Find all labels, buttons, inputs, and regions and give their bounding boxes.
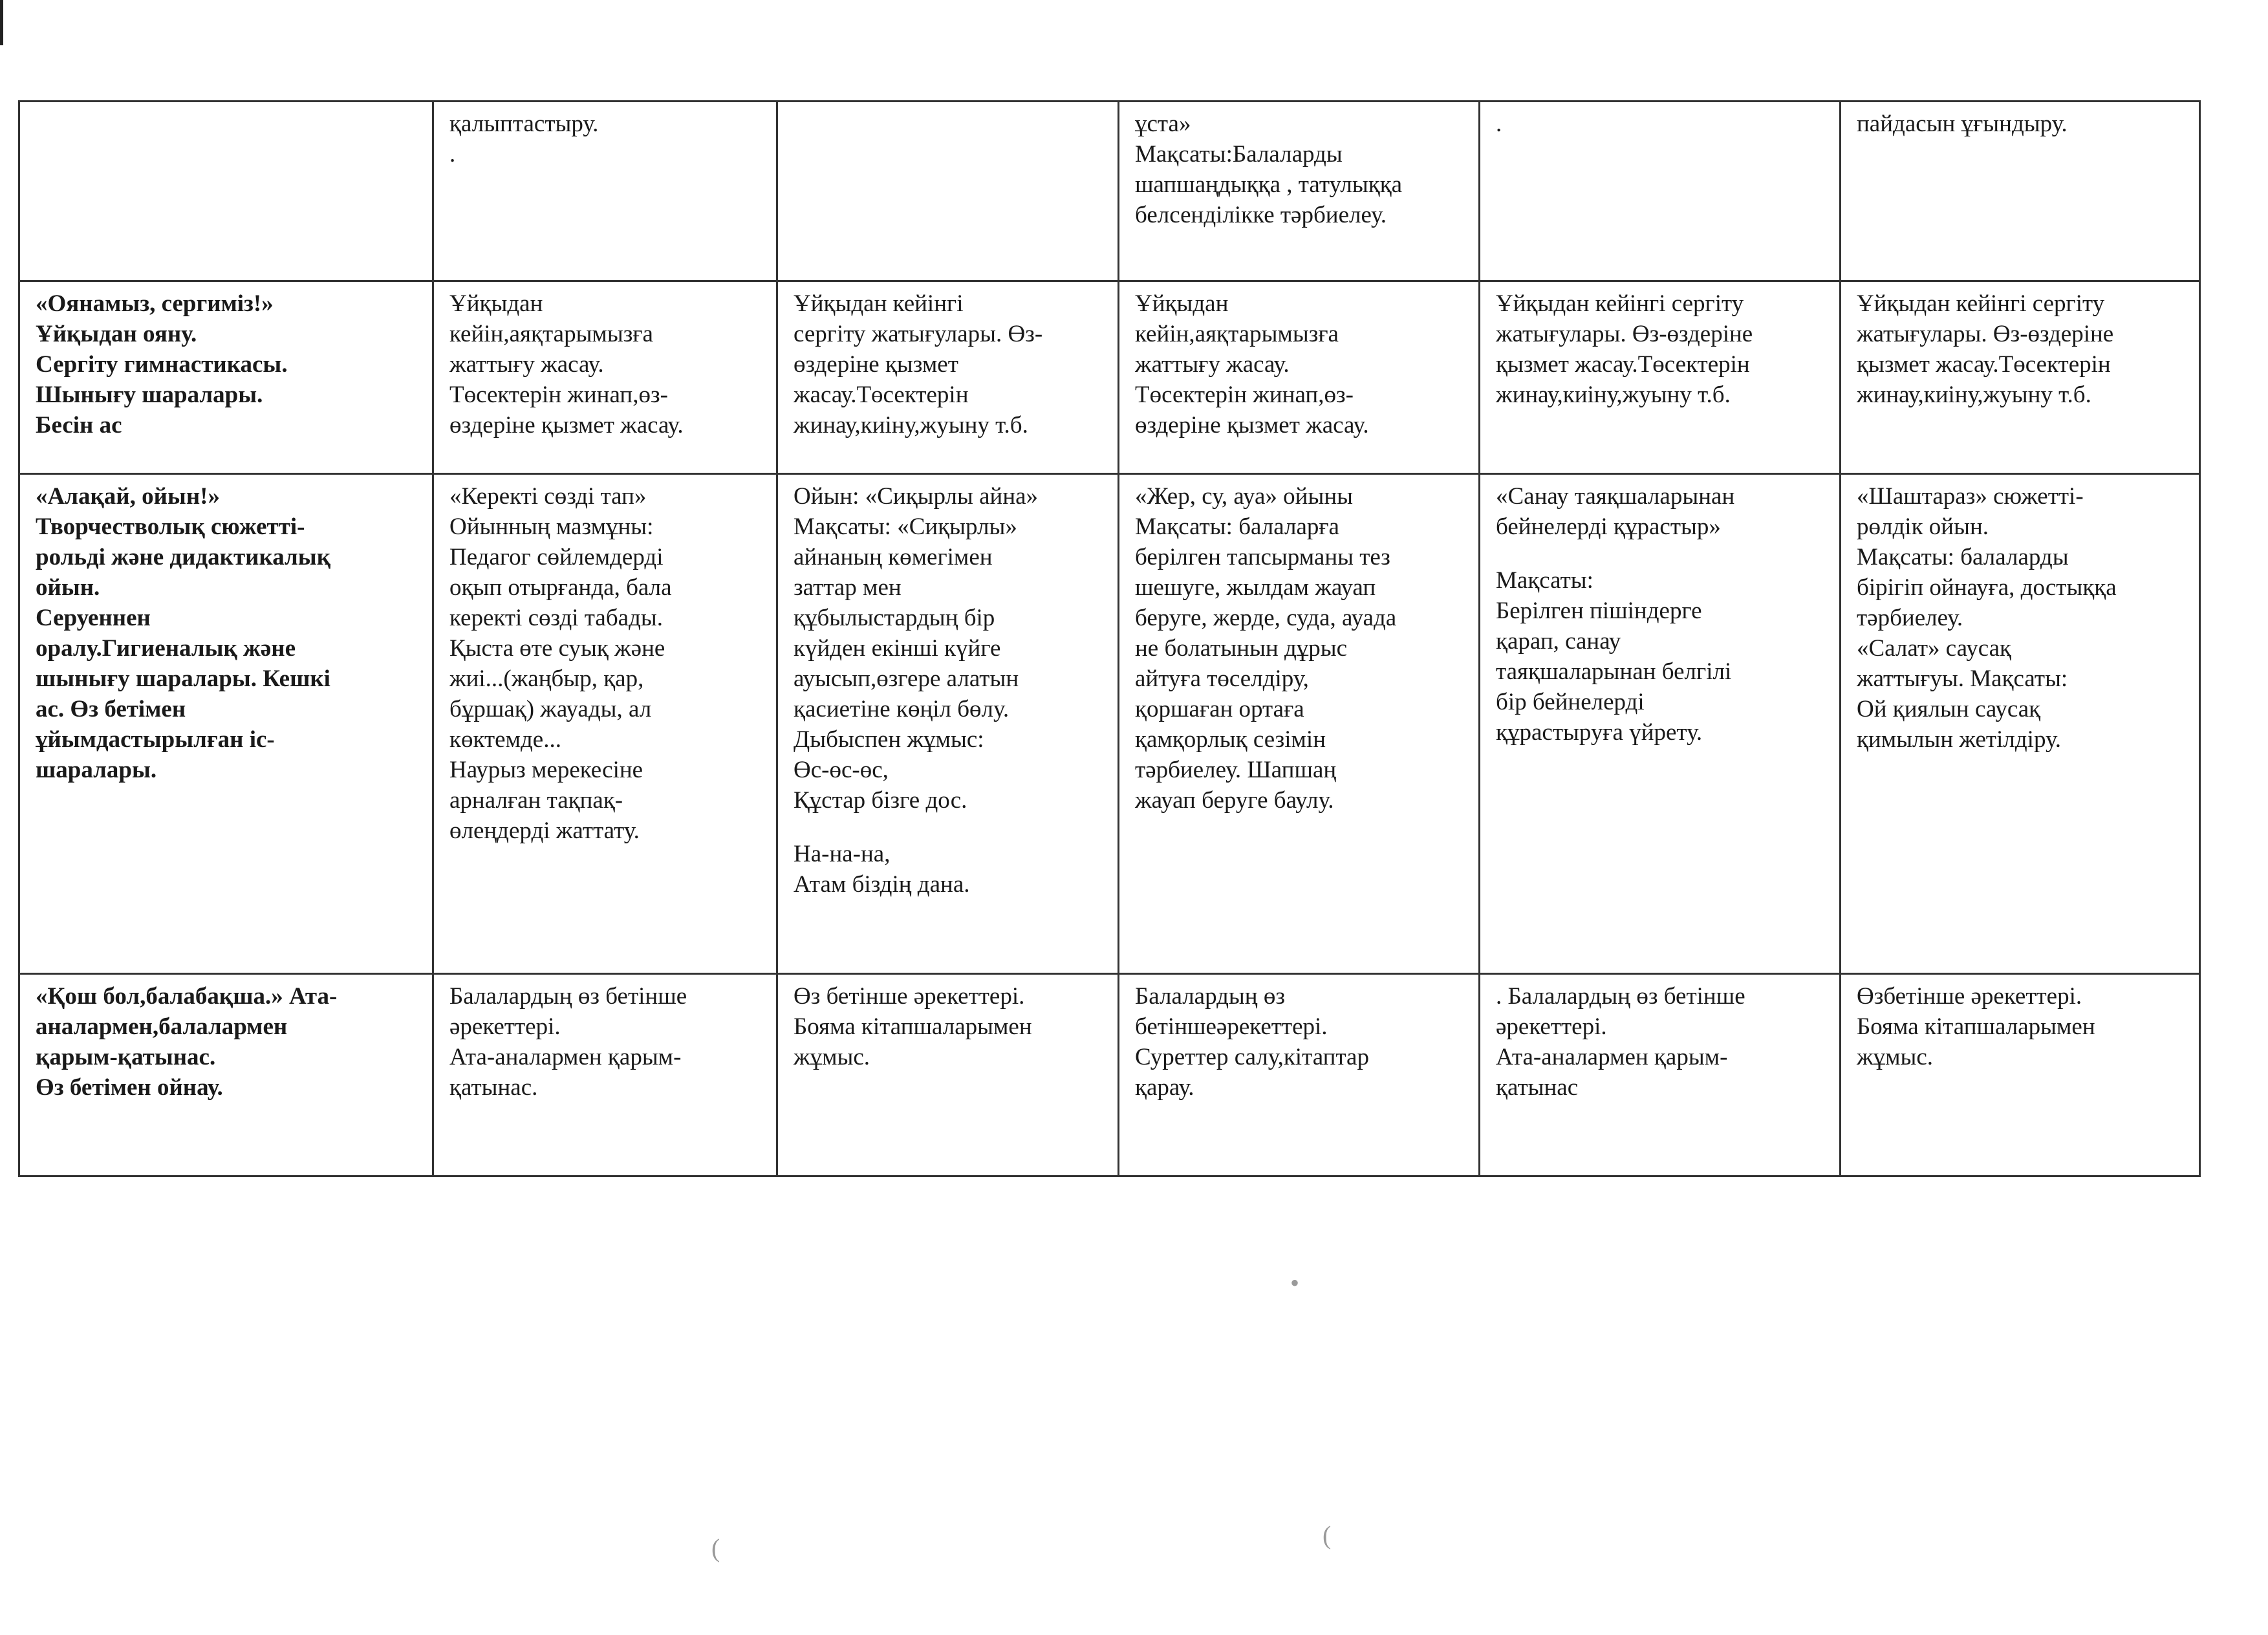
cell-text-line: Ұйқыдан ояну. [36, 321, 197, 347]
cell-text-line: жаттығуы. Мақсаты: [1857, 666, 2068, 692]
plan-table-body [19, 102, 2200, 1176]
cell-text-line: беруге, жерде, суда, ауада [1135, 605, 1397, 631]
cell-text-line: ауысып,өзгере алатын [794, 666, 1019, 692]
cell-text-line: күйден екінші күйге [794, 635, 1001, 662]
activity-label-cell [19, 974, 433, 1176]
cell-text-line: Мақсаты: балаларға [1135, 514, 1339, 540]
cell-text-line: қалыптастыру. [449, 111, 599, 137]
cell-text-line: көктемде... [449, 726, 561, 753]
cell-text-line: шешуге, жылдам жауап [1135, 574, 1376, 601]
table-row [19, 281, 2200, 474]
cell-text-line: заттар мен [794, 574, 902, 601]
cell-text-line: бейнелерді құрастыр» [1496, 514, 1721, 540]
table-row [19, 102, 2200, 281]
cell-text-line: Мақсаты:Балаларды [1135, 141, 1343, 168]
cell-text-line: Ата-аналармен қарым- [1496, 1044, 1728, 1070]
cell-text-line: қарап, санау [1496, 628, 1621, 655]
day-plan-cell [777, 974, 1119, 1176]
cell-text-line: жиі...(жаңбыр, қар, [449, 666, 644, 692]
day-plan-cell [777, 281, 1119, 474]
cell-text-line: жатығулары. Өз-өздеріне [1857, 321, 2114, 347]
cell-text-line: Балалардың өз [1135, 983, 1285, 1010]
cell-text-line: Өз бетімен ойнау. [36, 1074, 223, 1101]
cell-text-line: бұршақ) жауады, ал [449, 696, 652, 722]
cell-text-line: Құстар бізге дос. [794, 787, 967, 814]
cell-text-line: қызмет жасау.Төсектерін [1857, 351, 2111, 378]
activity-label-cell [19, 474, 433, 974]
cell-text-line: кейін,аяқтарымызға [1135, 321, 1339, 347]
cell-text-line: «Алақай, ойын!» [36, 483, 220, 510]
day-plan-cell [433, 281, 777, 474]
cell-text-line: арналған тақпақ- [449, 787, 623, 814]
cell-text-line: Мақсаты: «Сиқырлы» [794, 514, 1017, 540]
cell-text-line: ас. Өз бетімен [36, 696, 186, 722]
cell-text-line: Сергіту гимнастикасы. [36, 351, 288, 378]
scan-smudge: ( [711, 1533, 720, 1563]
cell-text-line: қатынас [1496, 1074, 1579, 1101]
cell-text-line: ұста» [1135, 111, 1191, 137]
cell-text-line: Суреттер салу,кітаптар [1135, 1044, 1369, 1070]
cell-text-line: сергіту жатығулары. Өз- [794, 321, 1043, 347]
cell-text-line: қасиетіне көңіл бөлу. [794, 696, 1010, 722]
cell-text-line: . [1496, 111, 1502, 137]
cell-text-line: Берілген пішіндерге [1496, 598, 1702, 624]
cell-text-line: Өз бетінше әрекеттері. [794, 983, 1025, 1010]
cell-text-line: айтуға төселдіру, [1135, 666, 1309, 692]
cell-text-line: шынығу шаралары. Кешкі [36, 666, 330, 692]
cell-text-line: қарым-қатынас. [36, 1044, 216, 1070]
cell-text-line: тәрбиелеу. Шапшаң [1135, 757, 1337, 783]
activity-label-cell [19, 281, 433, 474]
cell-text-line: кейін,аяқтарымызға [449, 321, 653, 347]
scan-smudge: • [1290, 1268, 1300, 1297]
cell-text-line: «Санау таяқшаларынан [1496, 483, 1735, 510]
cell-text-line: Шынығу шаралары. [36, 382, 263, 408]
cell-text-line: ойын. [36, 574, 100, 601]
cell-text-line: әрекеттері. [1496, 1013, 1607, 1040]
day-plan-cell [1480, 102, 1841, 281]
cell-text-line: Өс-өс-өс, [794, 757, 889, 783]
cell-text-line: жұмыс. [1857, 1044, 1934, 1070]
cell-text-line: На-на-на, [794, 841, 891, 867]
day-plan-cell [1119, 102, 1480, 281]
cell-text-line: қызмет жасау.Төсектерін [1496, 351, 1750, 378]
daily-plan-table [18, 100, 2201, 1177]
day-plan-cell [1119, 974, 1480, 1176]
scan-smudge: ( [1323, 1521, 1332, 1550]
day-plan-cell [1480, 474, 1841, 974]
cell-text-line: жасау.Төсектерін [794, 382, 969, 408]
cell-text-line: Мақсаты: балаларды [1857, 544, 2069, 570]
day-plan-cell [433, 474, 777, 974]
day-plan-cell [1119, 474, 1480, 974]
table-row [19, 474, 2200, 974]
cell-text-line: жаттығу жасау. [1135, 351, 1290, 378]
cell-text-line: берілген тапсырманы тез [1135, 544, 1390, 570]
cell-text-line: «Жер, су, ауа» ойыны [1135, 483, 1353, 510]
cell-text-line: Наурыз мерекесіне [449, 757, 643, 783]
cell-text-line: қимылын жетілдіру. [1857, 726, 2061, 753]
cell-text-line: аналармен,балалармен [36, 1013, 288, 1040]
cell-text-line: Ой қиялын саусақ [1857, 696, 2041, 722]
cell-text-line: өздеріне қызмет жасау. [1135, 412, 1369, 439]
cell-text-line: Өзбетінше әрекеттері. [1857, 983, 2082, 1010]
day-plan-cell [433, 102, 777, 281]
cell-text-line: қарау. [1135, 1074, 1194, 1101]
day-plan-cell [777, 474, 1119, 974]
cell-text-line: Серуеннен [36, 605, 151, 631]
cell-text-line: айнаның көмегімен [794, 544, 993, 570]
cell-text-line: Бояма кітапшаларымен [1857, 1013, 2095, 1040]
cell-text-line: рольді және дидактикалық [36, 544, 331, 570]
cell-text-line: Мақсаты: [1496, 567, 1593, 594]
cell-text-line: жауап беруге баулу. [1135, 787, 1334, 814]
cell-text-line: «Керекті сөзді тап» [449, 483, 647, 510]
cell-text-line: не болатынын дұрыс [1135, 635, 1348, 662]
cell-text-line: өздеріне қызмет [794, 351, 958, 378]
cell-text-line: бетіншеәрекеттері. [1135, 1013, 1328, 1040]
blank-line [1496, 542, 1824, 565]
cell-text-line: Бояма кітапшаларымен [794, 1013, 1032, 1040]
cell-text-line: «Шаштараз» сюжетті- [1857, 483, 2084, 510]
cell-text-line: Балалардың өз бетінше [449, 983, 687, 1010]
cell-text-line: жұмыс. [794, 1044, 870, 1070]
cell-text-line: құрастыруға үйрету. [1496, 719, 1703, 746]
day-plan-cell [1841, 974, 2200, 1176]
cell-text-line: Ойын: «Сиқырлы айна» [794, 483, 1039, 510]
day-plan-cell [1841, 281, 2200, 474]
cell-text-line: жатығулары. Өз-өздеріне [1496, 321, 1753, 347]
cell-text-line: Ұйқыдан [1135, 290, 1229, 317]
cell-text-line: Ұйқыдан кейінгі сергіту [1496, 290, 1744, 317]
cell-text-line: «Салат» саусақ [1857, 635, 2011, 662]
activity-label-cell [19, 102, 433, 281]
cell-text-line: қамқорлық сезімін [1135, 726, 1326, 753]
cell-text-line: «Оянамыз, сергиміз!» [36, 290, 274, 317]
cell-text-line: қоршаған ортаға [1135, 696, 1304, 722]
cell-text-line: рөлдік ойын. [1857, 514, 1989, 540]
cell-text-line: таяқшаларынан белгілі [1496, 658, 1732, 685]
cell-text-line: «Қош бол,балабақша.» Ата- [36, 983, 338, 1010]
cell-text-line: шапшаңдыққа , татулыққа [1135, 171, 1403, 198]
cell-text-line: Атам біздің дана. [794, 871, 970, 898]
cell-text-line: . [449, 141, 456, 168]
cell-text-line: әрекеттері. [449, 1013, 561, 1040]
day-plan-cell [1480, 281, 1841, 474]
cell-text-line: тәрбиелеу. [1857, 605, 1963, 631]
cell-text-line: ұйымдастырылған іс- [36, 726, 275, 753]
blank-page-area [0, 1158, 2268, 1635]
cell-text-line: Төсектерін жинап,өз- [449, 382, 668, 408]
cell-text-line: өздеріне қызмет жасау. [449, 412, 684, 439]
cell-text-line: жаттығу жасау. [449, 351, 604, 378]
table-row [19, 974, 2200, 1176]
cell-text-line: Ұйқыдан кейінгі сергіту [1857, 290, 2105, 317]
cell-text-line: жинау,киіну,жуыну т.б. [1496, 382, 1731, 408]
cell-text-line: Педагог сөйлемдерді [449, 544, 664, 570]
cell-text-line: Дыбыспен жұмыс: [794, 726, 984, 753]
cell-text-line: өлеңдерді жаттату. [449, 817, 640, 844]
cell-text-line: пайдасын ұғындыру. [1857, 111, 2068, 137]
cell-text-line: Творчестволық сюжетті- [36, 514, 305, 540]
cell-text-line: бір бейнелерді [1496, 689, 1645, 715]
cell-text-line: Ойынның мазмұны: [449, 514, 654, 540]
cell-text-line: оқып отырғанда, бала [449, 574, 672, 601]
cell-text-line: Ұйқыдан [449, 290, 543, 317]
cell-text-line: оралу.Гигиеналық және [36, 635, 296, 662]
cell-text-line: . Балалардың өз бетінше [1496, 983, 1745, 1010]
cell-text-line: жинау,киіну,жуыну т.б. [794, 412, 1028, 439]
cell-text-line: белсенділікке тәрбиелеу. [1135, 202, 1387, 228]
cell-text-line: керекті сөзді табады. [449, 605, 664, 631]
day-plan-cell [777, 102, 1119, 281]
day-plan-cell [1480, 974, 1841, 1176]
cell-text-line: Қыста өте суық және [449, 635, 665, 662]
day-plan-cell [1841, 474, 2200, 974]
cell-text-line: жинау,киіну,жуыну т.б. [1857, 382, 2091, 408]
cell-text-line: құбылыстардың бір [794, 605, 995, 631]
day-plan-cell [433, 974, 777, 1176]
cell-text-line: Ұйқыдан кейінгі [794, 290, 964, 317]
cell-text-line: Бесін ас [36, 412, 122, 439]
cell-text-line: Ата-аналармен қарым- [449, 1044, 682, 1070]
blank-line [794, 816, 1102, 839]
cell-text-line: Төсектерін жинап,өз- [1135, 382, 1354, 408]
cell-text-line: бірігіп ойнауға, достыққа [1857, 574, 2117, 601]
day-plan-cell [1119, 281, 1480, 474]
day-plan-cell [1841, 102, 2200, 281]
scan-edge-mark [0, 0, 3, 45]
cell-text-line: шаралары. [36, 757, 157, 783]
cell-text-line: қатынас. [449, 1074, 538, 1101]
